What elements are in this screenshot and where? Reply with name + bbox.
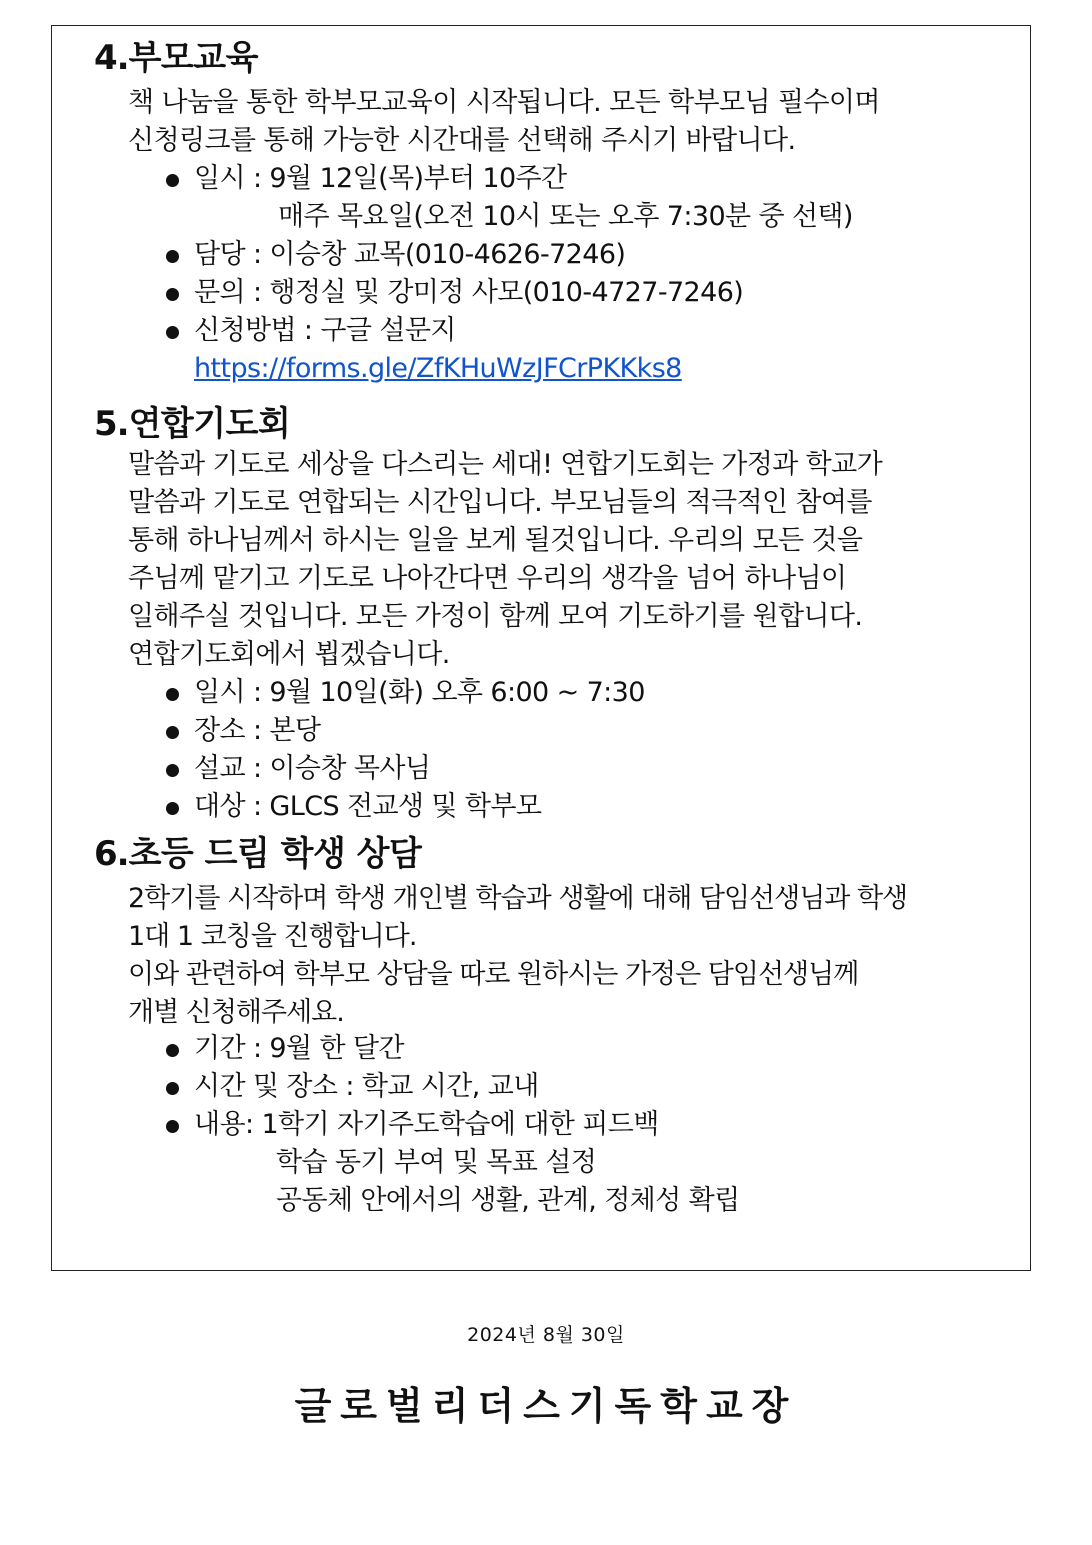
bullet-continuation: 공동체 안에서의 생활, 관계, 정체성 확립 (276, 1185, 740, 1216)
bullet-text: 설교 : 이승창 목사님 (194, 753, 431, 784)
bullet-text: 시간 및 장소 : 학교 시간, 교내 (194, 1071, 539, 1102)
google-form-link[interactable]: https://forms.gle/ZfKHuWzJFCrPKKks8 (194, 353, 682, 384)
section-6-bullets (162, 1030, 740, 1220)
bullet-item-apply (162, 312, 853, 388)
section-6-paragraph (128, 880, 907, 1032)
paragraph-line: 연합기도회에서 뵙겠습니다. (128, 639, 450, 670)
paragraph-line: 일해주실 것입니다. 모든 가정이 함께 모여 기도하기를 원합니다. (128, 601, 863, 632)
bullet-icon (166, 288, 179, 301)
paragraph-line: 통해 하나님께서 하시는 일을 보게 될것입니다. 우리의 모든 것을 (128, 525, 863, 556)
bullet-item-sermon (162, 750, 645, 788)
bullet-icon (166, 326, 179, 339)
bullet-text: 일시 : 9월 12일(목)부터 10주간 (194, 163, 567, 194)
bullet-icon (166, 726, 179, 739)
bullet-text: 신청방법 : 구글 설문지 (194, 315, 456, 346)
bullet-item-place (162, 712, 645, 750)
bullet-item-manager (162, 236, 853, 274)
bullet-continuation: 학습 동기 부여 및 목표 설정 (276, 1147, 597, 1178)
bullet-item-inquiry (162, 274, 853, 312)
bullet-icon (166, 764, 179, 777)
notice-box (51, 25, 1031, 1271)
bullet-item-content (162, 1106, 740, 1220)
section-5-title (94, 404, 290, 444)
section-6-title (94, 834, 421, 874)
bullet-text: 기간 : 9월 한 달간 (194, 1033, 404, 1064)
bullet-text: 장소 : 본당 (194, 715, 321, 746)
bullet-text: 문의 : 행정실 및 강미정 사모(010-4727-7246) (194, 277, 744, 308)
paragraph-line: 책 나눔을 통한 학부모교육이 시작됩니다. 모든 학부모님 필수이며 (128, 87, 880, 118)
section-4-bullets (162, 160, 853, 388)
bullet-icon (166, 802, 179, 815)
section-title-text: 초등 드림 학생 상담 (128, 834, 422, 874)
paragraph-line: 말씀과 기도로 세상을 다스리는 세대! 연합기도회는 가정과 학교가 (128, 449, 883, 480)
paragraph-line: 개별 신청해주세요. (128, 997, 344, 1028)
section-4-paragraph (128, 84, 880, 160)
bullet-icon (166, 1082, 179, 1095)
bullet-item-time-place (162, 1068, 740, 1106)
paragraph-line: 1대 1 코칭을 진행합니다. (128, 921, 417, 952)
paragraph-line: 신청링크를 통해 가능한 시간대를 선택해 주시기 바랍니다. (128, 125, 796, 156)
bullet-icon (166, 174, 179, 187)
bullet-icon (166, 1120, 179, 1133)
bullet-text: 담당 : 이승창 교목(010-4626-7246) (194, 239, 626, 270)
bullet-item-date (162, 674, 645, 712)
bullet-text: 대상 : GLCS 전교생 및 학부모 (194, 791, 542, 822)
bullet-text: 내용: 1학기 자기주도학습에 대한 피드백 (194, 1109, 659, 1140)
section-number: 4. (94, 38, 129, 78)
paragraph-line: 말씀과 기도로 연합되는 시간입니다. 부모님들의 적극적인 참여를 (128, 487, 872, 518)
paragraph-line: 이와 관련하여 학부모 상담을 따로 원하시는 가정은 담임선생님께 (128, 959, 859, 990)
signature-school-principal: 글로벌리더스기독학교장 (294, 1384, 798, 1428)
bullet-continuation: 매주 목요일(오전 10시 또는 오후 7:30분 중 선택) (278, 201, 853, 232)
bullet-icon (166, 250, 179, 263)
section-4-title (94, 38, 258, 78)
section-title-text: 연합기도회 (128, 404, 291, 444)
section-number: 5. (94, 404, 129, 444)
bullet-icon (166, 1044, 179, 1057)
bullet-item-target (162, 788, 645, 826)
paragraph-line: 2학기를 시작하며 학생 개인별 학습과 생활에 대해 담임선생님과 학생 (128, 883, 908, 914)
section-number: 6. (94, 834, 129, 874)
section-5-bullets (162, 674, 645, 826)
paragraph-line: 주님께 맡기고 기도로 나아간다면 우리의 생각을 넘어 하나님이 (128, 563, 847, 594)
section-5-paragraph (128, 446, 882, 674)
bullet-icon (166, 688, 179, 701)
bullet-item-date (162, 160, 853, 236)
bullet-text: 일시 : 9월 10일(화) 오후 6:00 ~ 7:30 (194, 677, 645, 708)
bullet-item-period (162, 1030, 740, 1068)
section-title-text: 부모교육 (128, 38, 258, 78)
document-date: 2024년 8월 30일 (467, 1324, 625, 1346)
